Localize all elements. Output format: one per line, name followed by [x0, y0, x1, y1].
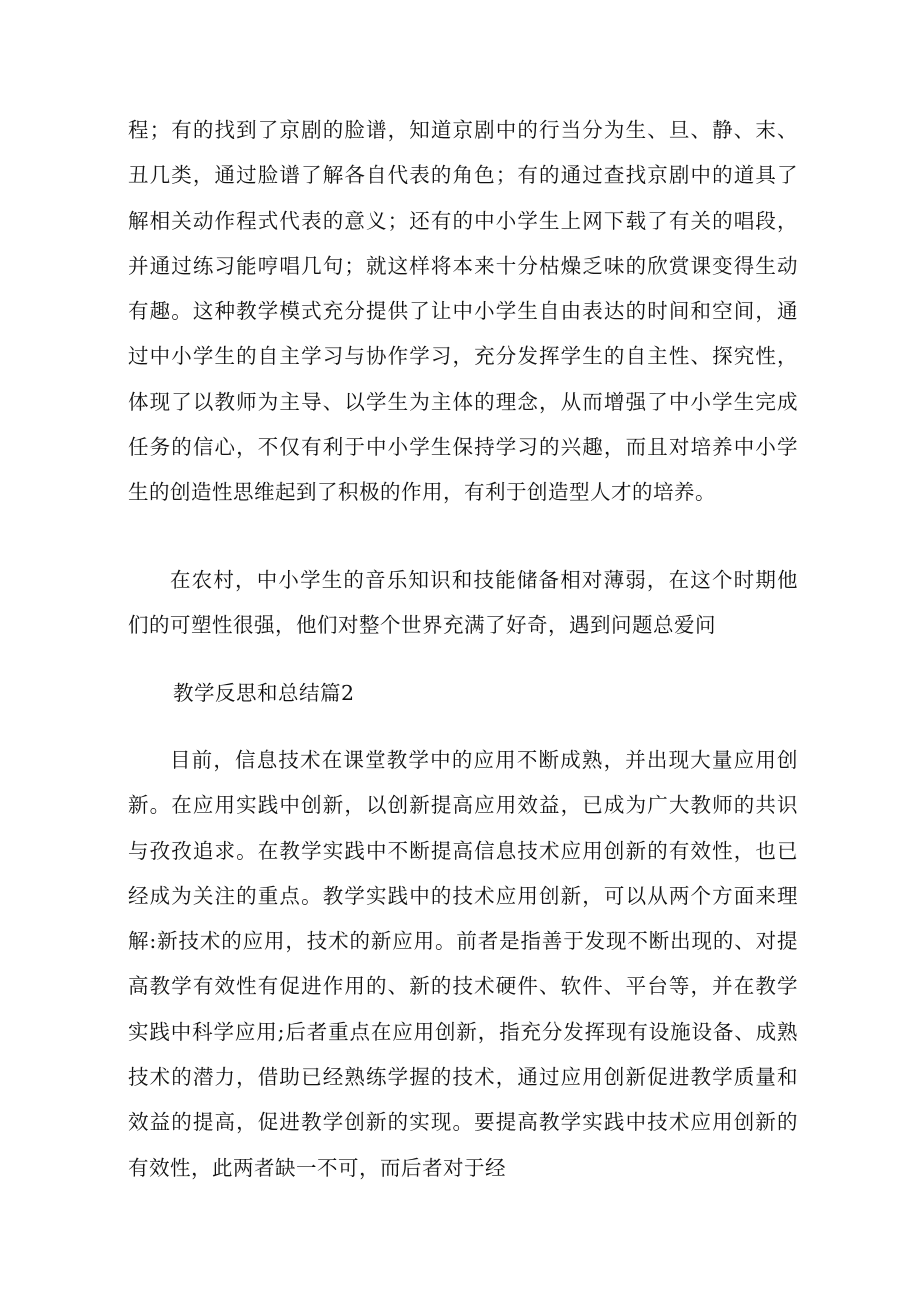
paragraph-peking-opera-teaching: 程；有的找到了京剧的脸谱，知道京剧中的行当分为生、旦、静、末、丑几类，通过脸谱了解各自代表的角色；有的通过查找京剧中的道具了解相关动作程式代表的意义；还有的中小学生上网下载了有关的唱段，并通过练习能哼唱几句；就这样将本来十分枯燥乏味的欣赏课变得生动有趣。这种教学模式充分提供了让中小学生自由表达的时间和空间，通过中小学生的自主学习与协作学习，充分发挥学生的自主性、探究性，体现了以教师为主导、以学生为主体的理念，从而增强了中小学生完成任务的信心，不仅有利于中小学生保持学习的兴趣，而且对培养中小学生的创造性思维起到了积极的作用，有利于创造型人才的培养。	[128, 118, 798, 505]
paragraph-rural-students: 在农村，中小学生的音乐知识和技能储备相对薄弱，在这个时期他们的可塑性很强，他们对整个世界充满了好奇，遇到问题总爱问	[128, 568, 798, 638]
paragraph-information-technology: 目前，信息技术在课堂教学中的应用不断成熟，并出现大量应用创新。在应用实践中创新，以创新提高应用效益，已成为广大教师的共识与孜孜追求。在教学实践中不断提高信息技术应用创新的有效性，也已经成为关注的重点。教学实践中的技术应用创新，可以从两个方面来理解:新技术的应用，技术的新应用。前者是指善于发现不断出现的、对提高教学有效性有促进作用的、新的技术硬件、软件、平台等，并在教学实践中科学应用;后者重点在应用创新，指充分发挥现有设施设备、成熟技术的潜力，借助已经熟练学握的技术，通过应用创新促进教学质量和效益的提高，促进教学创新的实现。要提高教学实践中技术应用创新的有效性，此两者缺一不可，而后者对于经	[128, 748, 798, 1180]
section-heading: 教学反思和总结篇2	[173, 681, 355, 705]
